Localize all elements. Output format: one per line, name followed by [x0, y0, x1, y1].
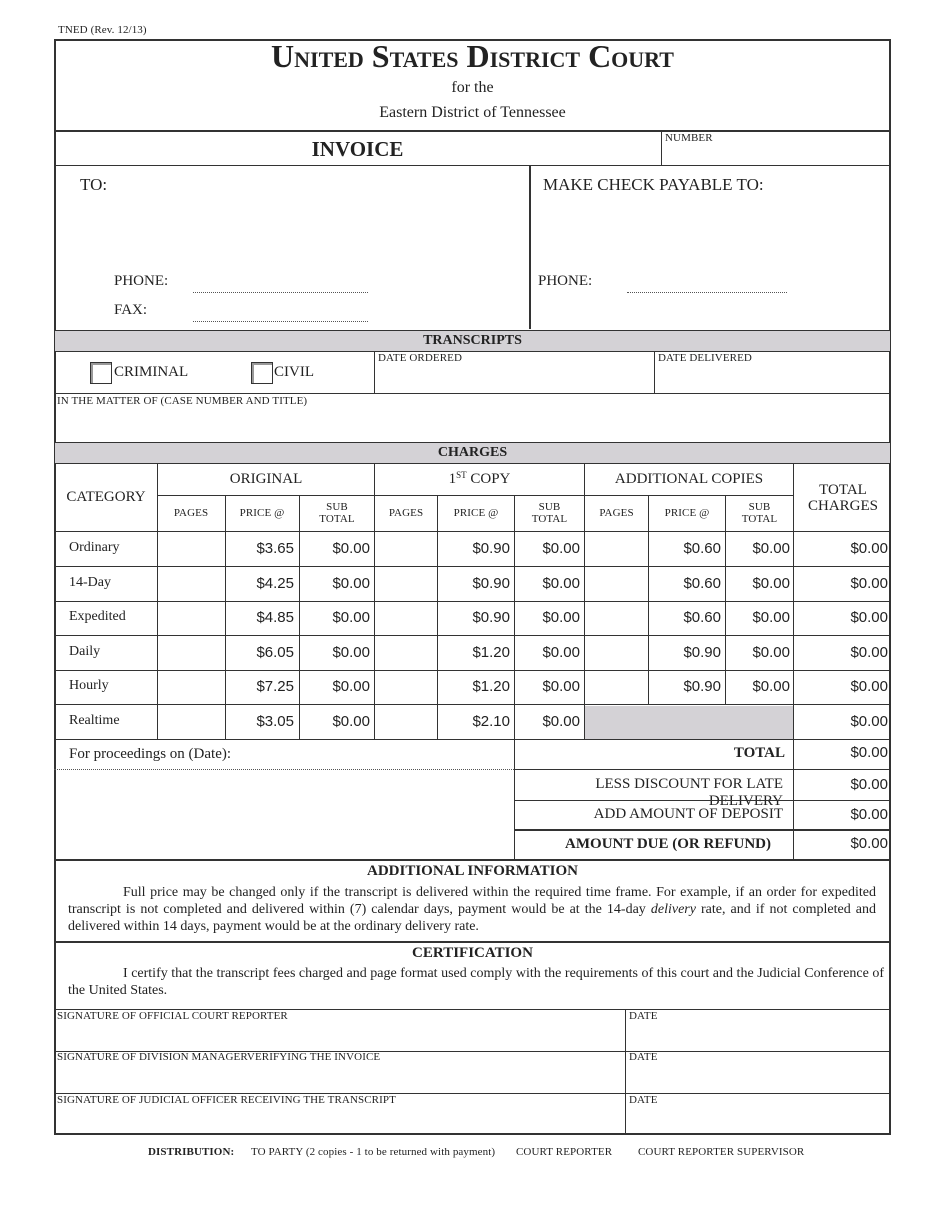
add-pages-input[interactable]: [587, 678, 646, 698]
matter-field[interactable]: [60, 410, 885, 438]
add-subtotal: $0.00: [752, 678, 790, 695]
invoice-number-field[interactable]: [700, 145, 885, 163]
copy-subtotal: $0.00: [542, 574, 580, 592]
orig-price: $4.25: [256, 574, 294, 592]
add-price: $0.90: [683, 678, 721, 695]
sig-judicial-label: SIGNATURE OF JUDICIAL OFFICER RECEIVING THE TRANSCRIPT: [57, 1094, 396, 1106]
row-divider: [54, 704, 891, 705]
copy-price: $1.20: [472, 678, 510, 695]
row-total: $0.00: [850, 643, 888, 661]
sig-judicial-field[interactable]: [60, 1108, 620, 1132]
orig-pages-input[interactable]: [160, 540, 222, 560]
row-divider: [54, 566, 891, 567]
for-the-text: for the: [451, 79, 494, 96]
sig-reporter-label: SIGNATURE OF OFFICIAL COURT REPORTER: [57, 1010, 288, 1022]
orig-subtotal-header: SUB TOTAL: [319, 500, 355, 525]
additional-copies-header: ADDITIONAL COPIES: [614, 470, 764, 487]
row-category: Hourly: [69, 678, 109, 693]
add-subtotal: $0.00: [752, 574, 790, 592]
add-price: $0.60: [683, 609, 721, 626]
add-subtotal: $0.00: [752, 609, 790, 626]
certification-heading: CERTIFICATION: [412, 945, 533, 961]
date-ordered-field[interactable]: [378, 367, 648, 389]
copy-subtotal: $0.00: [542, 712, 580, 730]
discount-value: $0.00: [850, 776, 888, 793]
civil-label: CIVIL: [274, 364, 314, 380]
transcripts-heading: TRANSCRIPTS: [423, 333, 522, 348]
row-total: $0.00: [850, 609, 888, 626]
add-pages-input[interactable]: [587, 575, 646, 595]
sig-manager-label: SIGNATURE OF DIVISION MANAGERVERIFYING THE INVOICE: [57, 1051, 381, 1063]
row-divider: [54, 635, 891, 636]
to-fax-label: FAX:: [114, 302, 148, 318]
sig-manager-date-label: DATE: [629, 1051, 658, 1063]
criminal-label: CRIMINAL: [114, 364, 189, 380]
amount-due-label: AMOUNT DUE (OR REFUND): [565, 836, 771, 852]
to-label: TO:: [80, 175, 108, 194]
orig-price-header: PRICE @: [239, 506, 285, 519]
sig-manager-field[interactable]: [60, 1066, 620, 1090]
orig-price: $3.65: [256, 540, 294, 557]
date-delivered-field[interactable]: [658, 367, 883, 389]
sig-manager-date-field[interactable]: [632, 1066, 884, 1090]
deposit-value: $0.00: [850, 806, 888, 823]
payable-to-field[interactable]: [543, 198, 883, 262]
certification-text: I certify that the transcript fees charged and page format used comply with the requirements of this court and the Judicial Conference of the United States.: [68, 966, 884, 998]
orig-subtotal: $0.00: [332, 643, 370, 661]
additional-info-heading: ADDITIONAL INFORMATION: [367, 863, 578, 879]
payable-phone-field[interactable]: [627, 292, 787, 293]
row-total: $0.00: [850, 678, 888, 695]
row-category: Expedited: [69, 609, 126, 624]
add-price: $0.60: [683, 540, 721, 557]
invoice-title: INVOICE: [311, 137, 404, 161]
add-subtotal: $0.00: [752, 540, 790, 557]
copy-subtotal-header: SUB TOTAL: [531, 500, 568, 525]
matter-label: IN THE MATTER OF (CASE NUMBER AND TITLE): [57, 395, 308, 407]
row-total: $0.00: [850, 574, 888, 592]
add-pages-input[interactable]: [587, 540, 646, 560]
row-divider: [54, 670, 891, 671]
add-pages-input[interactable]: [587, 609, 646, 629]
charges-heading: CHARGES: [437, 445, 508, 460]
distribution-supervisor: COURT REPORTER SUPERVISOR: [638, 1146, 805, 1158]
add-price: $0.90: [683, 643, 721, 661]
sig-judicial-date-field[interactable]: [632, 1108, 884, 1132]
row-category: Daily: [69, 643, 101, 659]
row-category: 14-Day: [69, 574, 111, 590]
orig-price: $3.05: [256, 712, 294, 730]
invoice-number-label: NUMBER: [665, 132, 713, 144]
proceedings-date-field[interactable]: [230, 744, 505, 766]
row-category: Ordinary: [69, 540, 120, 555]
total-value: $0.00: [850, 744, 888, 761]
total-charges-header: TOTAL CHARGES: [807, 481, 878, 514]
district-name: Eastern District of Tennessee: [379, 104, 566, 121]
realtime-additional-na: [585, 706, 793, 739]
sig-reporter-field[interactable]: [60, 1024, 620, 1048]
copy-price: $2.10: [472, 712, 510, 730]
form-id: TNED (Rev. 12/13): [58, 24, 147, 36]
orig-price: $7.25: [256, 678, 294, 695]
orig-pages-input[interactable]: [160, 713, 222, 733]
deposit-label: ADD AMOUNT OF DEPOSIT: [593, 806, 783, 822]
first-copy-header: 1 $^{ST}$ COPY: [448, 470, 511, 487]
sig-reporter-date-label: DATE: [629, 1010, 658, 1022]
proceedings-label: For proceedings on (Date):: [69, 746, 232, 762]
copy-price: $0.90: [472, 609, 510, 626]
original-header: ORIGINAL: [229, 470, 303, 487]
add-subtotal: $0.00: [752, 643, 790, 661]
sig-reporter-date-field[interactable]: [632, 1024, 884, 1048]
to-phone-label: PHONE:: [114, 273, 169, 289]
sig-judicial-date-label: DATE: [629, 1094, 658, 1106]
civil-checkbox[interactable]: [251, 362, 273, 384]
copy-pages-input[interactable]: [377, 575, 435, 595]
orig-subtotal: $0.00: [332, 712, 370, 730]
orig-subtotal: $0.00: [332, 574, 370, 592]
copy-price-header: PRICE @: [453, 506, 499, 519]
distribution-label: DISTRIBUTION:: [148, 1146, 235, 1158]
category-header: CATEGORY: [66, 489, 146, 506]
orig-pages-input[interactable]: [160, 678, 222, 698]
date-delivered-label: DATE DELIVERED: [658, 352, 752, 364]
orig-price: $6.05: [256, 643, 294, 661]
add-price: $0.60: [683, 574, 721, 592]
orig-subtotal: $0.00: [332, 609, 370, 626]
copy-pages-input[interactable]: [377, 609, 435, 629]
to-address-field[interactable]: [80, 192, 520, 262]
row-total: $0.00: [850, 712, 888, 730]
copy-pages-input[interactable]: [377, 713, 435, 733]
add-pages-header: PAGES: [599, 506, 634, 519]
copy-subtotal: $0.00: [542, 609, 580, 626]
orig-price: $4.85: [256, 609, 294, 626]
additional-info-text: Full price may be changed only if the transcript is delivered within the required time frame. For example, if an order for expedited transcript is not completed and delivered within (7) calendar days, payment would be at the 14-day delivery rate, and if not completed and delivered within 14 days, payment would be at the ordinary delivery rate.: [68, 885, 876, 934]
orig-pages-input[interactable]: [160, 575, 222, 595]
copy-pages-input[interactable]: [377, 540, 435, 560]
amount-due-value: $0.00: [850, 835, 888, 852]
date-ordered-label: DATE ORDERED: [378, 352, 463, 364]
court-title: United States District Court: [271, 38, 674, 74]
row-divider: [54, 601, 891, 602]
criminal-checkbox[interactable]: [90, 362, 112, 384]
copy-pages-input[interactable]: [377, 644, 435, 664]
orig-pages-input[interactable]: [160, 644, 222, 664]
orig-pages-input[interactable]: [160, 609, 222, 629]
payable-phone-label: PHONE:: [538, 273, 593, 289]
orig-pages-header: PAGES: [173, 506, 209, 519]
distribution-court-reporter: COURT REPORTER: [516, 1146, 613, 1158]
copy-subtotal: $0.00: [542, 678, 580, 695]
add-price-header: PRICE @: [664, 506, 710, 519]
row-total: $0.00: [850, 540, 888, 557]
to-fax-field[interactable]: [193, 321, 368, 322]
payable-to-label: MAKE CHECK PAYABLE TO:: [543, 175, 764, 194]
distribution-to-party: TO PARTY (2 copies - 1 to be returned with payment): [251, 1146, 496, 1158]
copy-price: $0.90: [472, 540, 510, 557]
orig-subtotal: $0.00: [332, 678, 370, 695]
copy-pages-input[interactable]: [377, 678, 435, 698]
orig-subtotal: $0.00: [332, 540, 370, 557]
to-phone-field[interactable]: [193, 292, 368, 293]
copy-subtotal: $0.00: [542, 643, 580, 661]
row-category: Realtime: [69, 712, 120, 728]
copy-subtotal: $0.00: [542, 540, 580, 557]
copy-price: $0.90: [472, 574, 510, 592]
discount-label: LESS DISCOUNT FOR LATE DELIVERY: [595, 776, 783, 809]
add-subtotal-header: SUB TOTAL: [741, 500, 778, 525]
add-pages-input[interactable]: [587, 644, 646, 664]
total-label: TOTAL: [733, 745, 785, 761]
copy-price: $1.20: [472, 643, 510, 661]
copy-pages-header: PAGES: [388, 506, 424, 519]
